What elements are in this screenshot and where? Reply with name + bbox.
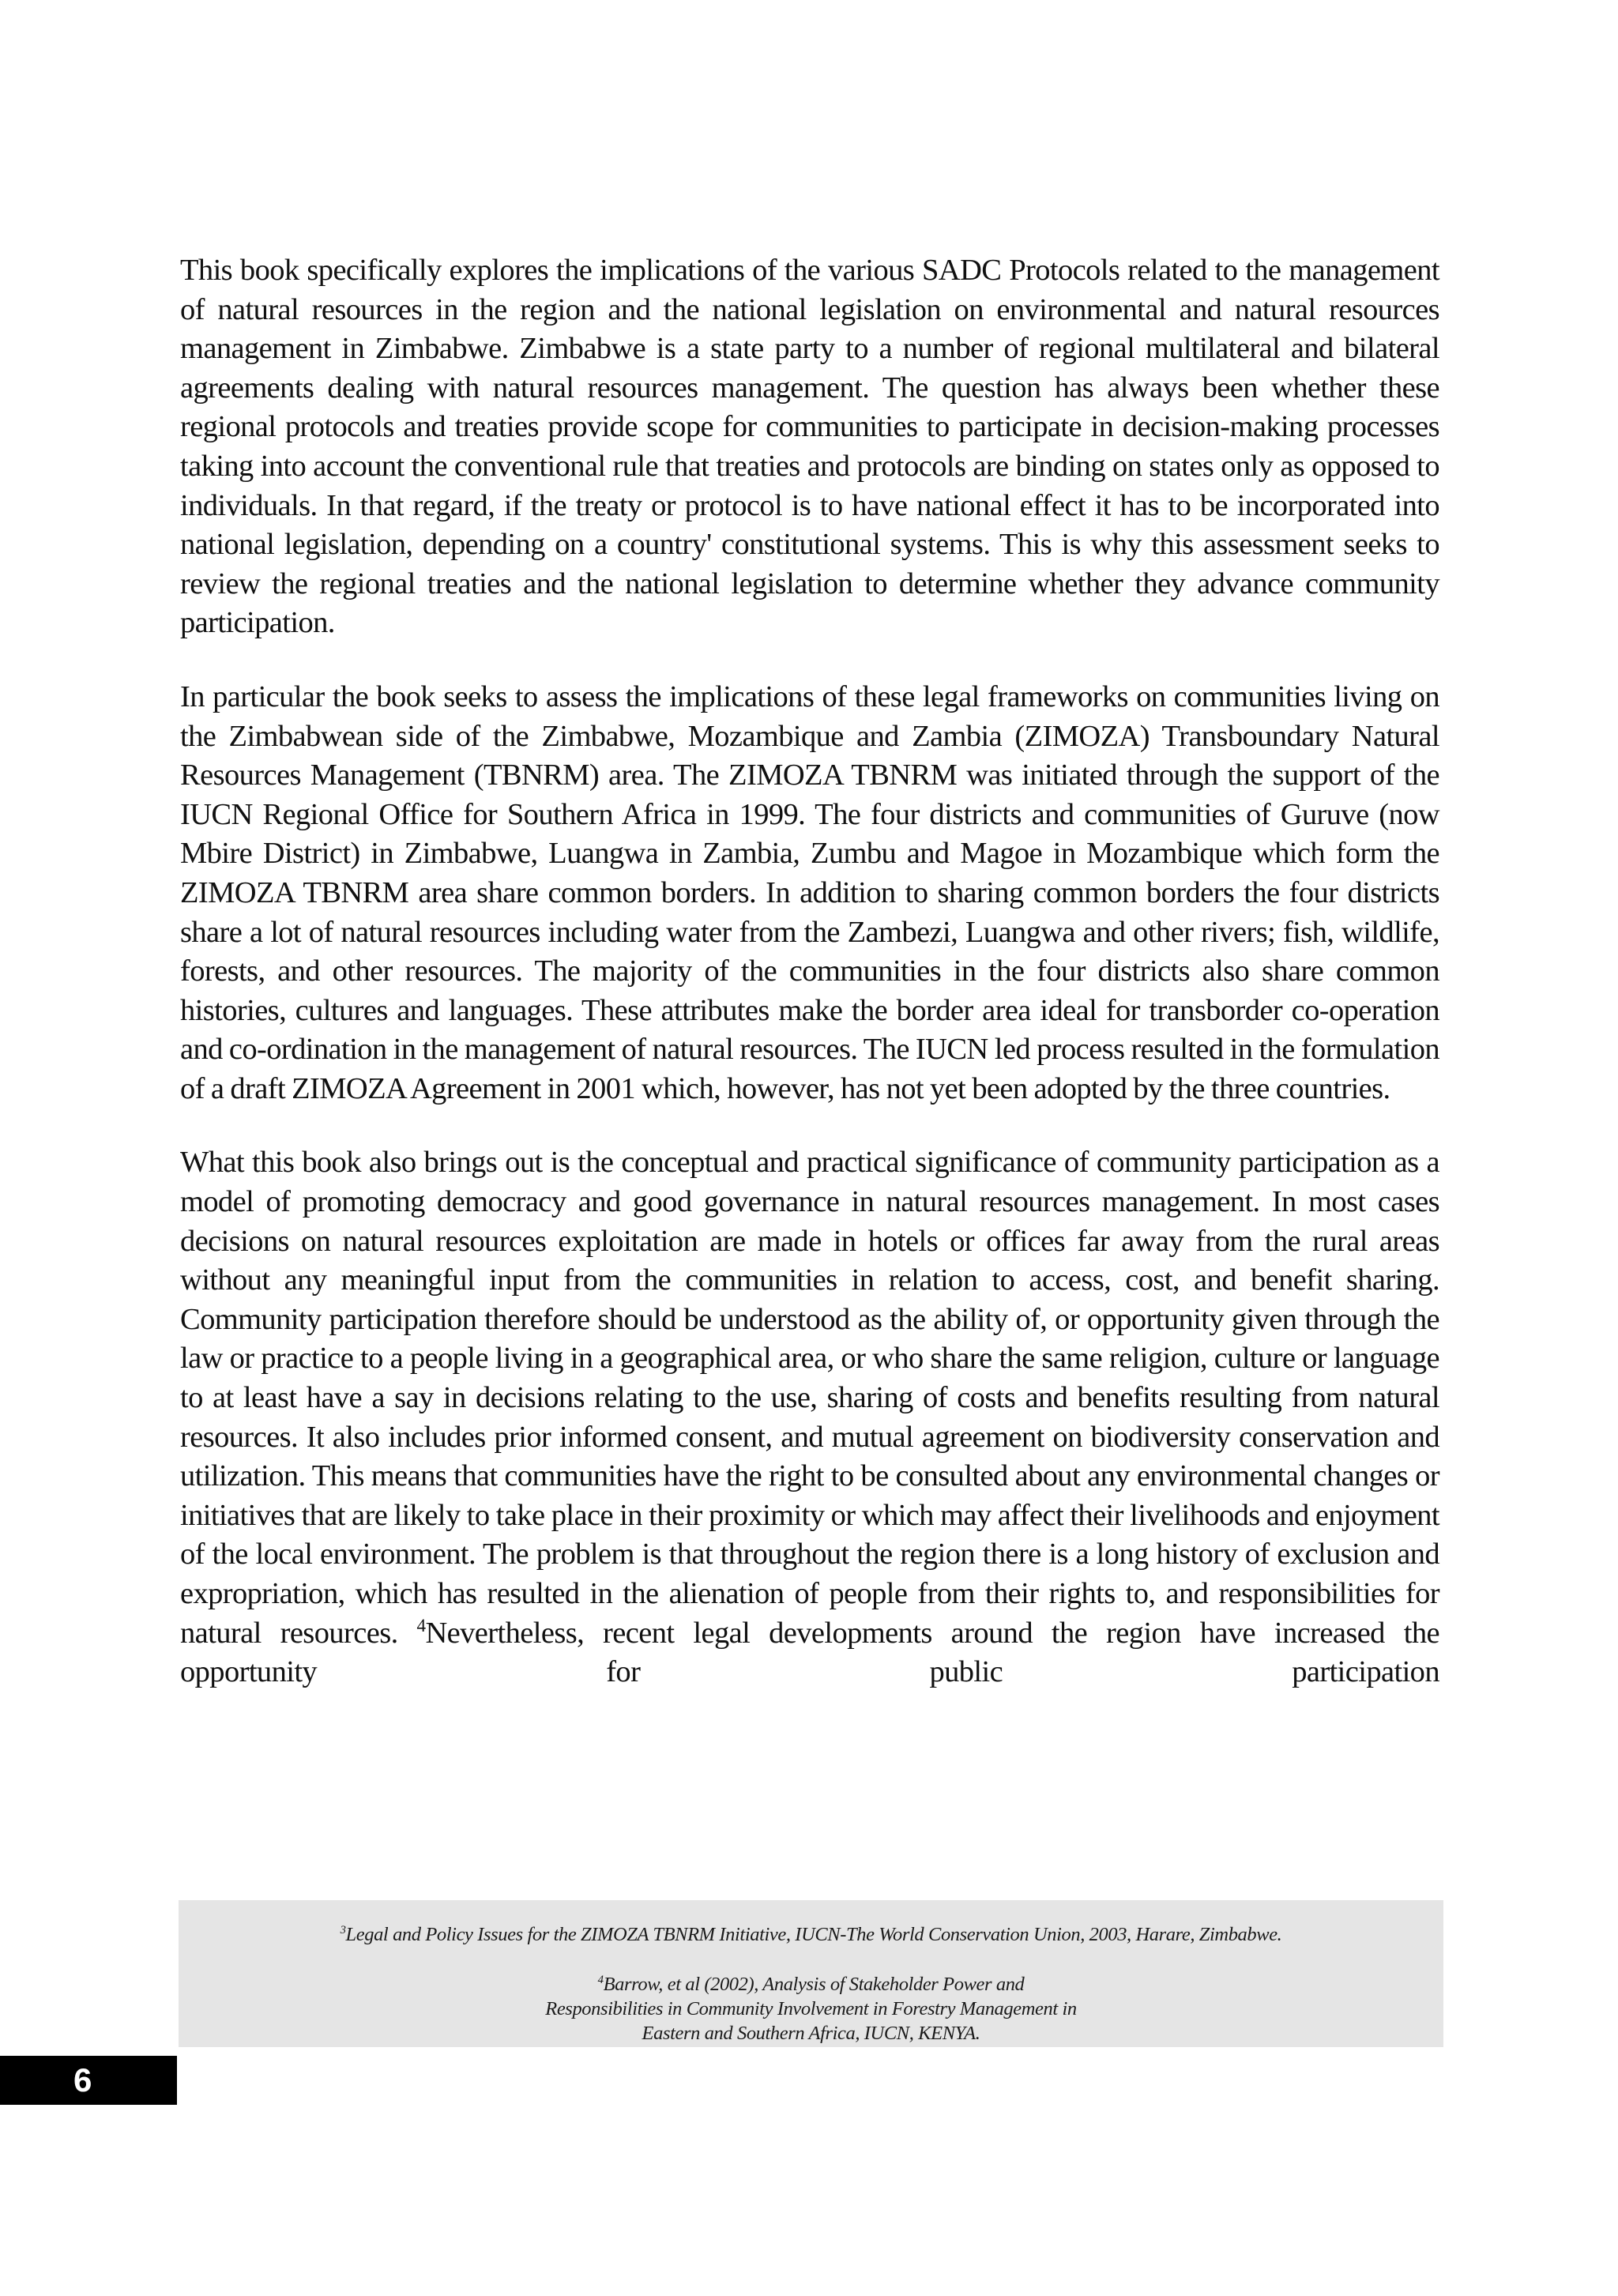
footnote-number: 4: [597, 1973, 604, 1986]
footnote-4: [179, 1972, 1443, 2046]
paragraph-3-text: What this book also brings out is the conceptual and practical significance of community participation as a model of promoting democracy and good governance in natural resources management. In most cases decisions on natural resources exploitation are made in hotels or offices far away from the rural areas without any meaningful input from the communities in relation to access, cost, and benefit sharing. Community participation therefore should be understood as the ability of, or opportunity given through the law or practice to a people living in a geographical area, or who share the same religion, culture or language to at least have a say in decisions relating to the use, sharing of costs and benefits resulting from natural resources. It also includes prior informed consent, and mutual agreement on biodiversity conservation and utilization. This means that communities have the right to be consulted about any environmental changes or initiatives that are likely to take place in their proximity or which may affect their livelihoods and enjoyment of the local environment. The problem is that throughout the region there is a long history of exclusion and expropriation, which has resulted in the alienation of people from their rights to, and responsibilities for natural resources.: [180, 1146, 1439, 1650]
paragraph-2: In particular the book seeks to assess the implications of these legal frameworks on communities living on the Zimbabwean side of the Zimbabwe, Mozambique and Zambia (ZIMOZA) Transboundary Natural Resources Management (TBNRM) area. The ZIMOZA TBNRM was initiated through the support of the IUCN Regional Office for Southern Africa in 1999. The four districts and communities of Guruve (now Mbire District) in Zimbabwe, Luangwa in Zambia, Zumbu and Magoe in Mozambique which form the ZIMOZA TBNRM area share common borders. In addition to sharing common borders the four districts share a lot of natural resources including water from the Zambezi, Luangwa and other rivers; fish, wildlife, forests, and other resources. The majority of the communities in the four districts also share common histories, cultures and languages. These attributes make the border area ideal for transborder co-operation and co-ordination in the management of natural resources. The IUCN led process resulted in the formulation of a draft ZIMOZA Agreement in 2001 which, however, has not yet been adopted by the three countries.: [180, 679, 1439, 1105]
paragraph-3: [180, 1143, 1439, 1692]
footnotes-section: [179, 1900, 1443, 2047]
page-number: 6: [73, 2061, 92, 2098]
footnote-3: [179, 1922, 1443, 1947]
paragraph-3-continuation: Nevertheless, recent legal developments around the region have increased the opportunity for public participation: [180, 1616, 1439, 1689]
page-number-tab: [0, 2056, 177, 2105]
footnote-text: Legal and Policy Issues for the ZIMOZA TBNRM Initiative, IUCN-The World Conservation Union, 2003, Harare, Zimbabwe.: [345, 1924, 1282, 1945]
footnote-ref-4: 4: [416, 1614, 426, 1635]
footnote-number: 3: [340, 1923, 346, 1937]
paragraph-1: This book specifically explores the implications of the various SADC Protocols related to the management of natural resources in the region and the national legislation on environmental and natural resources management in Zimbabwe. Zimbabwe is a state party to a number of regional multilateral and bilateral agreements dealing with natural resources management. The question has always been whether these regional protocols and treaties provide scope for communities to participate in decision-making processes taking into account the conventional rule that treaties and protocols are binding on states only as opposed to individuals. In that regard, if the treaty or protocol is to have national effect it has to be incorporated into national legislation, depending on a country' constitutional systems. This is why this assessment seeks to review the regional treaties and the national legislation to determine whether they advance community participation.: [180, 254, 1439, 640]
main-text: [180, 251, 1439, 1727]
footnote-text: Barrow, et al (2002), Analysis of Stakeholder Power and Responsibilities in Community Involvement in Forestry Management in Eastern and Southern Africa, IUCN, KENYA.: [545, 1974, 1077, 2044]
